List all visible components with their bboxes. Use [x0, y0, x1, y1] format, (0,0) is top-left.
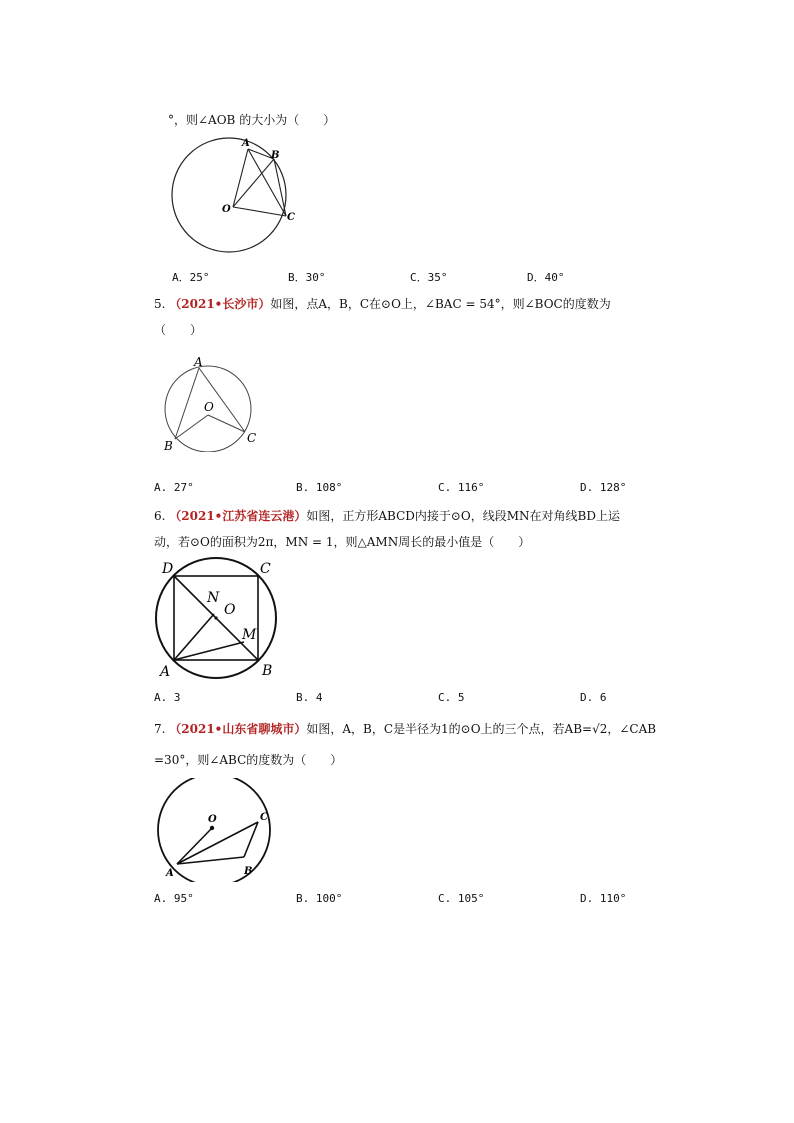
q7-figure [154, 778, 274, 882]
q5-label-b: B [164, 439, 173, 452]
q6-stem-line2: 动，若⊙O的面积为2π，MN = 1，则△AMN周长的最小值是（ ） [154, 535, 531, 549]
q7-stem-line1 [154, 721, 656, 737]
q7-option-d[interactable]: D. 110° [580, 892, 627, 905]
q6-figure [152, 556, 282, 680]
q5-stem-text: 如图，点A，B，C在⊙O上，∠BAC = 54°，则∠BOC的度数为 [270, 297, 611, 311]
q4-option-d[interactable]: D．40° [527, 271, 565, 284]
q7-segment-oa [177, 828, 212, 864]
q6-label-a: A [160, 664, 171, 680]
q7-label-a: A [166, 868, 174, 879]
q5-segment-ob [175, 415, 208, 439]
q6-label-c: C [260, 561, 271, 577]
q6-label-o: O [224, 602, 236, 618]
q4-option-b[interactable]: B．30° [288, 271, 326, 284]
q4-label-c: C [287, 212, 295, 223]
q6-center-point [214, 616, 217, 619]
q6-number: 6. [154, 509, 166, 523]
q4-stem-tail: °，则∠AOB 的大小为（ ） [168, 113, 336, 127]
q4-label-a: A [242, 138, 250, 149]
q6-option-b[interactable]: B. 4 [296, 691, 323, 704]
q6-option-a[interactable]: A. 3 [154, 691, 181, 704]
q5-stem-line1 [154, 296, 611, 312]
q5-option-c[interactable]: C. 116° [438, 481, 485, 494]
q5-number: 5. [154, 297, 166, 311]
q7-option-b[interactable]: B. 100° [296, 892, 343, 905]
q5-stem-line2: （ ） [154, 323, 203, 337]
q7-circle [158, 778, 270, 882]
q7-number: 7. [154, 722, 166, 736]
q7-option-c[interactable]: C. 105° [438, 892, 485, 905]
q6-label-m: M [242, 627, 257, 643]
q4-segment-oc [233, 207, 286, 216]
q6-source: （2021•江苏省连云港） [169, 509, 307, 523]
q7-stem-line2: =30°，则∠ABC的度数为（ ） [154, 753, 343, 767]
q7-label-c: C [260, 812, 268, 823]
q7-segment-bc [244, 822, 258, 857]
q7-label-b: B [244, 866, 253, 877]
q7-option-a[interactable]: A. 95° [154, 892, 194, 905]
q5-segment-ab [175, 368, 199, 439]
q6-stem-text: 如图，正方形ABCD内接于⊙O，线段MN在对角线BD上运 [306, 509, 620, 523]
q6-label-d: D [162, 561, 174, 577]
q4-circle [172, 138, 286, 252]
q4-figure [164, 132, 304, 262]
q7-center-point [210, 826, 214, 830]
q7-label-o: O [208, 814, 217, 825]
q6-stem-line1 [154, 508, 620, 524]
q7-stem-text: 如图，A，B，C是半径为1的⊙O上的三个点，若AB=√2，∠CAB [306, 722, 657, 736]
q5-option-b[interactable]: B. 108° [296, 481, 343, 494]
q4-label-o: O [222, 204, 231, 215]
q5-option-d[interactable]: D. 128° [580, 481, 627, 494]
q5-option-a[interactable]: A. 27° [154, 481, 194, 494]
q7-segment-ac [177, 822, 258, 864]
q4-option-c[interactable]: C．35° [410, 271, 448, 284]
q4-label-b: B [271, 150, 280, 161]
q4-option-a[interactable]: A．25° [172, 271, 210, 284]
q6-segment-an [174, 614, 214, 660]
q6-label-b: B [262, 663, 273, 679]
q5-label-a: A [194, 355, 203, 369]
q6-segment-am [174, 642, 244, 660]
q7-source: （2021•山东省聊城市） [169, 722, 307, 736]
q5-source: （2021•长沙市） [169, 297, 271, 311]
q4-segment-bc [274, 159, 286, 216]
q5-figure [160, 352, 260, 452]
q6-option-d[interactable]: D. 6 [580, 691, 607, 704]
q6-option-c[interactable]: C. 5 [438, 691, 465, 704]
q6-label-n: N [207, 590, 220, 606]
q5-label-c: C [247, 431, 257, 445]
q5-label-o: O [204, 400, 214, 414]
